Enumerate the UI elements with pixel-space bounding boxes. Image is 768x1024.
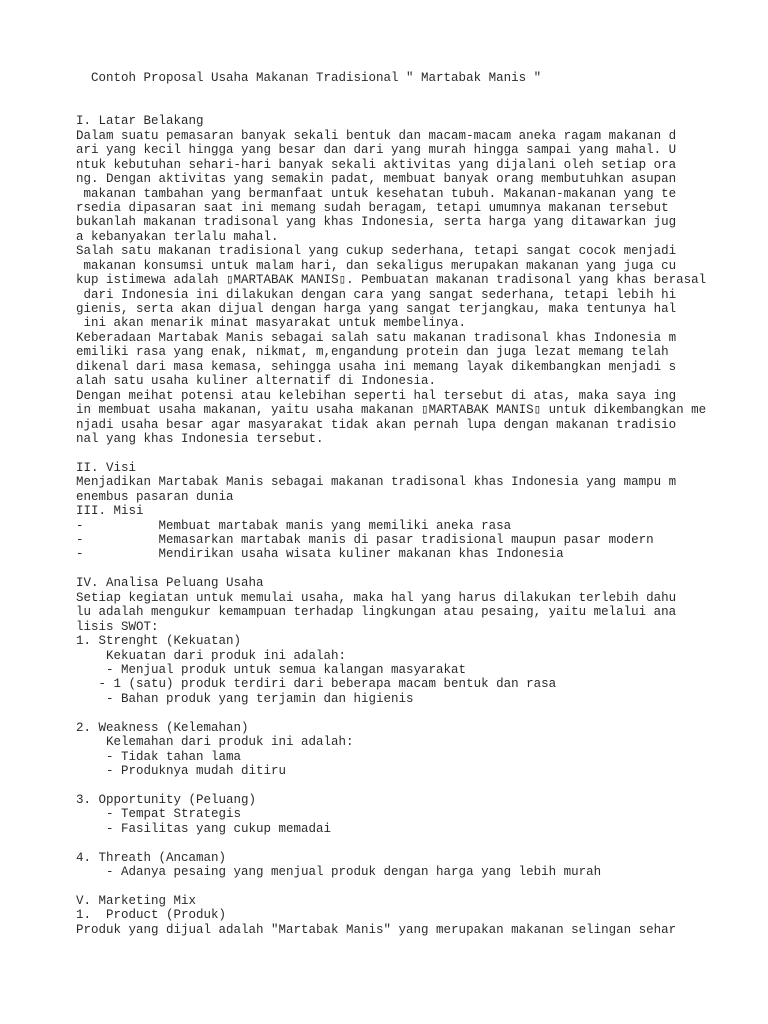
text-line: ini akan menarik minat masyarakat untuk membelinya. bbox=[76, 316, 467, 331]
text-line: 3. Opportunity (Peluang) bbox=[76, 792, 257, 807]
text-line: - Fasilitas yang cukup memadai bbox=[76, 821, 332, 836]
text-line: Menjadikan Martabak Manis sebagai makanan tradisonal khas Indonesia yang mampu m bbox=[76, 475, 677, 490]
text-line: III. Misi bbox=[76, 504, 144, 519]
text-line: Dengan meihat potensi atau kelebihan seperti hal tersebut di atas, maka saya ing bbox=[76, 388, 677, 403]
text-line: emiliki rasa yang enak, nikmat, m,engandung protein dan juga lezat memang telah bbox=[76, 345, 669, 360]
text-line: in membuat usaha makanan, yaitu usaha makanan ▯MARTABAK MANIS▯ untuk dikembangkan me bbox=[76, 403, 707, 418]
text-line: nal yang khas Indonesia tersebut. bbox=[76, 431, 324, 446]
text-line: rsedia dipasaran saat ini memang sudah beragam, tetapi umumnya makanan tersebut bbox=[76, 200, 669, 215]
text-line: Setiap kegiatan untuk memulai usaha, maka hal yang harus dilakukan terlebih dahu bbox=[76, 590, 677, 605]
text-line: 4. Threath (Ancaman) bbox=[76, 850, 227, 865]
text-line: lu adalah mengukur kemampuan terhadap lingkungan atau pesaing, yaitu melalui ana bbox=[76, 605, 677, 620]
text-line: makanan tambahan yang bermanfaat untuk kesehatan tubuh. Makanan-makanan yang te bbox=[76, 186, 677, 201]
text-line: V. Marketing Mix bbox=[76, 893, 197, 908]
text-line bbox=[76, 836, 736, 850]
text-line: - Mendirikan usaha wisata kuliner makanan khas Indonesia bbox=[76, 547, 564, 562]
text-line: makanan konsumsi untuk malam hari, dan sekaligus merupakan makanan yang juga cu bbox=[76, 258, 677, 273]
text-line: - Menjual produk untuk semua kalangan masyarakat bbox=[76, 662, 467, 677]
text-line: II. Visi bbox=[76, 460, 137, 475]
text-line: Produk yang dijual adalah "Martabak Manis" yang merupakan makanan selingan sehar bbox=[76, 922, 677, 937]
text-line bbox=[76, 778, 736, 792]
text-line: alah satu usaha kuliner alternatif di Indonesia. bbox=[76, 374, 437, 389]
text-line: - Tidak tahan lama bbox=[76, 749, 242, 764]
text-line: 1. Product (Produk) bbox=[76, 908, 227, 923]
text-line: gienis, serta akan dijual dengan harga yang sangat terjangkau, maka tentunya hal bbox=[76, 302, 677, 316]
text-line: - Membuat martabak manis yang memiliki aneka rasa bbox=[76, 518, 512, 533]
text-line: - Tempat Strategis bbox=[76, 807, 242, 822]
text-line bbox=[76, 85, 736, 99]
text-line: enembus pasaran dunia bbox=[76, 489, 234, 504]
text-line: - Adanya pesaing yang menjual produk dengan harga yang lebih murah bbox=[76, 865, 602, 880]
text-line bbox=[76, 706, 736, 720]
text-line: IV. Analisa Peluang Usaha bbox=[76, 576, 264, 591]
text-line: njadi usaha besar agar masyarakat tidak akan pernah lupa dengan makanan tradisio bbox=[76, 417, 677, 432]
text-line: - 1 (satu) produk terdiri dari beberapa macam bentuk dan rasa bbox=[76, 677, 557, 692]
text-line: Contoh Proposal Usaha Makanan Tradisional " Martabak Manis " bbox=[76, 71, 542, 85]
text-line: Keberadaan Martabak Manis sebagai salah satu makanan tradisonal khas Indonesia m bbox=[76, 330, 677, 345]
text-line: Kekuatan dari produk ini adalah: bbox=[76, 648, 347, 663]
text-line: kup istimewa adalah ▯MARTABAK MANIS▯. Pembuatan makanan tradisonal yang khas berasal bbox=[76, 273, 707, 288]
text-line: Kelemahan dari produk ini adalah: bbox=[76, 735, 354, 750]
text-line: bukanlah makanan tradisonal yang khas Indonesia, serta harga yang ditawarkan jug bbox=[76, 215, 677, 230]
text-line: dari Indonesia ini dilakukan dengan cara yang sangat sederhana, tetapi lebih hi bbox=[76, 287, 677, 302]
text-line: lisis SWOT: bbox=[76, 619, 159, 634]
text-line: Dalam suatu pemasaran banyak sekali bentuk dan macam-macam aneka ragam makanan d bbox=[76, 128, 677, 143]
text-line: ntuk kebutuhan sehari-hari banyak sekali aktivitas yang dijalani oleh setiap ora bbox=[76, 157, 677, 172]
text-line: 2. Weakness (Kelemahan) bbox=[76, 720, 249, 735]
text-line: ari yang kecil hingga yang besar dan dari yang murah hingga sampai yang mahal. U bbox=[76, 143, 677, 158]
text-line bbox=[76, 562, 736, 576]
text-line: I. Latar Belakang bbox=[76, 114, 204, 129]
text-line: 1. Strenght (Kekuatan) bbox=[76, 634, 242, 649]
text-line: a kebanyakan terlalu mahal. bbox=[76, 229, 279, 244]
text-line: ng. Dengan aktivitas yang semakin padat, membuat banyak orang membutuhkan asupan bbox=[76, 172, 677, 187]
text-line bbox=[76, 100, 736, 114]
text-line bbox=[76, 446, 736, 460]
text-line: - Memasarkan martabak manis di pasar tradisional maupun pasar modern bbox=[76, 533, 654, 547]
document-body bbox=[76, 71, 736, 937]
text-line: - Produknya mudah ditiru bbox=[76, 764, 287, 778]
text-line bbox=[76, 880, 736, 894]
text-line: dikenal dari masa kemasa, sehingga usaha ini memang layak dikembangkan menjadi s bbox=[76, 359, 677, 374]
text-line: Salah satu makanan tradisional yang cukup sederhana, tetapi sangat cocok menjadi bbox=[76, 244, 677, 259]
text-line: - Bahan produk yang terjamin dan higienis bbox=[76, 691, 414, 706]
